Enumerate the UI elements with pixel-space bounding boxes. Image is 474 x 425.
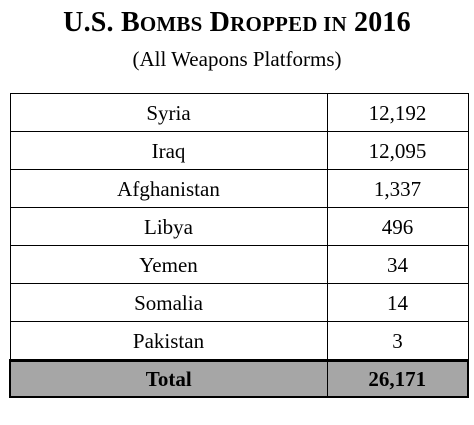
- title-part: ROPPED IN: [230, 12, 347, 36]
- country-cell: Pakistan: [10, 322, 327, 361]
- total-label-cell: Total: [10, 361, 327, 398]
- bombs-cell: 1,337: [327, 170, 468, 208]
- country-cell: Yemen: [10, 246, 327, 284]
- total-row: [10, 361, 468, 398]
- country-cell: Syria: [10, 94, 327, 132]
- page-title: [0, 6, 474, 41]
- bombs-cell: 34: [327, 246, 468, 284]
- title-year: 2016: [346, 7, 411, 38]
- table-row: [10, 284, 468, 322]
- title-part: OMBS: [139, 12, 203, 36]
- title-part: D: [202, 7, 231, 38]
- country-cell: Somalia: [10, 284, 327, 322]
- title-part: U.S. B: [63, 7, 140, 38]
- country-cell: Afghanistan: [10, 170, 327, 208]
- page-subtitle: (All Weapons Platforms): [132, 47, 342, 71]
- table-row: [10, 322, 468, 361]
- total-value-cell: 26,171: [327, 361, 468, 398]
- bombs-cell: 12,095: [327, 132, 468, 170]
- table-row: [10, 208, 468, 246]
- table-row: [10, 132, 468, 170]
- table-row: [10, 94, 468, 132]
- bombs-cell: 12,192: [327, 94, 468, 132]
- bombs-table: [9, 93, 469, 398]
- bombs-cell: 14: [327, 284, 468, 322]
- bombs-cell: 3: [327, 322, 468, 361]
- table-row: [10, 170, 468, 208]
- table-row: [10, 246, 468, 284]
- country-cell: Libya: [10, 208, 327, 246]
- bombs-cell: 496: [327, 208, 468, 246]
- country-cell: Iraq: [10, 132, 327, 170]
